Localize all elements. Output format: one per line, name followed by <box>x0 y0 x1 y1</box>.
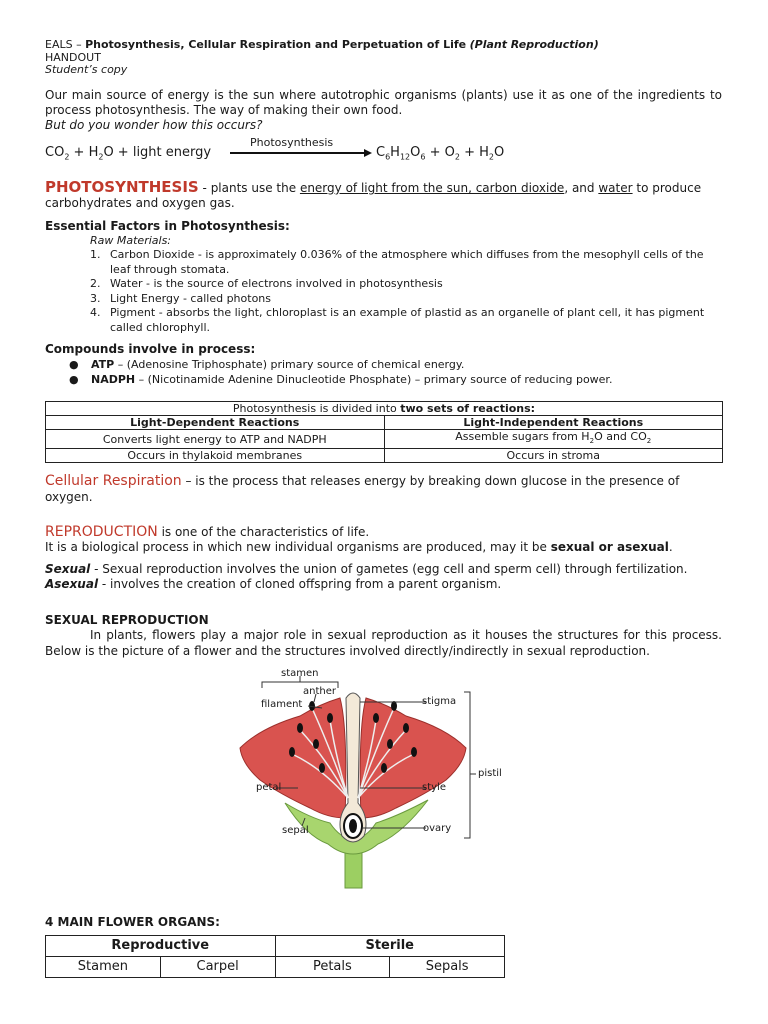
bullet-icon: ● <box>69 358 79 371</box>
photosynthesis-definition: PHOTOSYNTHESIS - plants use the energy of light from the sun, carbon dioxide, and water to produce carbohydrates and oxygen gas. <box>45 178 702 210</box>
pistil-label: pistil <box>478 768 502 779</box>
students-copy-label: Student’s copy <box>45 63 128 76</box>
compounds-list <box>45 357 725 387</box>
style-label: style <box>422 782 446 793</box>
bullet-icon: ● <box>69 373 79 386</box>
photosynthesis-equation <box>45 136 725 166</box>
list-item: 1. Carbon Dioxide - is approximately 0.036% of the atmosphere which diffuses from the mesophyll cells of the leaf through stomata. <box>90 248 704 276</box>
reactions-table <box>45 401 723 463</box>
table-header: Light-Dependent Reactions <box>46 416 385 430</box>
compounds-heading: Compounds involve in process: <box>45 342 256 356</box>
equation-products: $C_6H_{12}O_6 + O_2 + H_2O$ <box>376 145 505 162</box>
reproduction-section: REPRODUCTION is one of the characteristics of life. It is a biological process in which new individual organisms are produced, may it be sexual or asexual. Sexual - Sexual reproduction involves the union of gametes (egg cell and sperm cell) through fertilization. Asexual - involves the creation of cloned offspring from a parent organism. <box>45 524 688 591</box>
table-cell: Stamen <box>46 957 161 978</box>
list-item: 3. Light Energy - called photons <box>90 291 271 305</box>
photosynthesis-heading: PHOTOSYNTHESIS <box>45 178 199 196</box>
doc-subtitle: (Plant Reproduction) <box>469 38 599 51</box>
stamen-label: stamen <box>281 668 319 679</box>
table-header: Reproductive <box>46 936 276 957</box>
table-cell: Occurs in thylakoid membranes <box>46 449 385 463</box>
organs-table <box>45 935 505 978</box>
table-header: Sterile <box>275 936 505 957</box>
doc-title: Photosynthesis, Cellular Respiration and Perpetuation of Life <box>85 38 467 51</box>
sexual-reproduction-section <box>45 613 722 659</box>
stigma-label: stigma <box>422 696 457 707</box>
intro-paragraph: Our main source of energy is the sun where autotrophic organisms (plants) use it as one of the ingredients to process photosynthesis. The way of making their own food. <box>45 88 722 117</box>
reproduction-heading: REPRODUCTION <box>45 524 158 540</box>
essential-factors-section <box>45 219 725 335</box>
respiration-definition: Cellular Respiration – is the process that releases energy by breaking down glucose in the presence of oxygen. <box>45 473 680 504</box>
list-item: 4. Pigment - absorbs the light, chloroplast is an example of plastid as an organelle of plant cell, it has pigment called chlorophyll. <box>90 306 705 334</box>
respiration-heading: Cellular Respiration <box>45 473 182 489</box>
list-item: ● ATP – (Adenosine Triphosphate) primary source of chemical energy. <box>69 358 465 371</box>
arrow-label: Photosynthesis <box>250 136 334 149</box>
handout-label: HANDOUT <box>45 51 101 64</box>
table-header: Light-Independent Reactions <box>384 416 723 430</box>
doc-header: EALS – Photosynthesis, Cellular Respiration and Perpetuation of Life (Plant Reproduction) HANDOUT Student’s copy <box>45 38 599 76</box>
anther-label: anther <box>303 686 336 697</box>
sexual-label: Sexual <box>45 562 91 576</box>
petal-label: petal <box>256 782 282 793</box>
factors-heading: Essential Factors in Photosynthesis: <box>45 219 290 233</box>
factors-list <box>45 248 725 335</box>
filament-label: filament <box>261 699 303 710</box>
raw-materials-label: Raw Materials: <box>90 234 172 247</box>
intro-question: But do you wonder how this occurs? <box>45 118 263 132</box>
table-cell: Assemble sugars from $H_2O$ and $CO_2$ <box>384 430 723 449</box>
intro-section <box>45 88 722 133</box>
ovary-label: ovary <box>423 823 452 834</box>
list-item: ● NADPH – (Nicotinamide Adenine Dinucleotide Phosphate) – primary source of reducing power. <box>69 373 613 386</box>
list-item: 2. Water - is the source of electrons involved in photosynthesis <box>90 277 443 290</box>
sexual-reproduction-paragraph: In plants, flowers play a major role in sexual reproduction as it houses the structures for this process. Below is the picture of a flower and the structures involved directly/indirectly in sexual reproduction. <box>45 628 722 658</box>
reaction-arrow <box>230 148 372 158</box>
sepal-label: sepal <box>282 825 309 836</box>
asexual-label: Asexual <box>45 577 99 591</box>
table-cell: Petals <box>275 957 390 978</box>
compounds-section <box>45 342 725 387</box>
organs-heading: 4 MAIN FLOWER ORGANS: <box>45 915 220 929</box>
equation-reactants: $CO_2 + H_2O$ + light energy <box>45 145 212 162</box>
course-code: EALS <box>45 38 73 51</box>
sexual-reproduction-heading: SEXUAL REPRODUCTION <box>45 613 209 627</box>
table-cell: Carpel <box>160 957 275 978</box>
table-cell: Sepals <box>390 957 505 978</box>
table-caption: Photosynthesis is divided into two sets of reactions: <box>46 402 723 416</box>
table-cell: Occurs in stroma <box>384 449 723 463</box>
table-cell: Converts light energy to ATP and NADPH <box>46 430 385 449</box>
